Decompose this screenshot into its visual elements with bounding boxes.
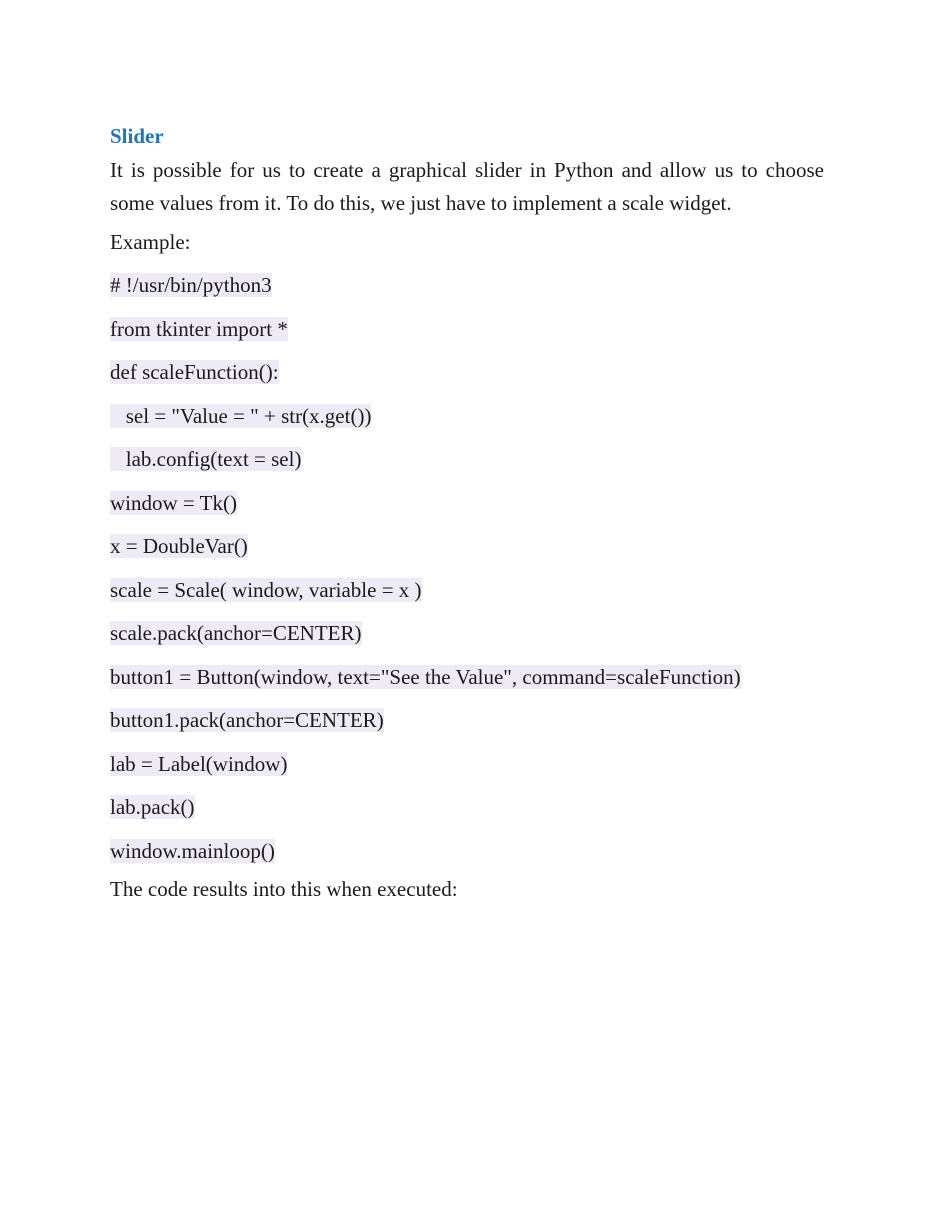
code-line: lab.pack() [110, 795, 195, 819]
code-line: # !/usr/bin/python3 [110, 273, 272, 297]
code-line: button1 = Button(window, text="See the Value", command=scaleFunction) [110, 664, 741, 689]
intro-paragraph: It is possible for us to create a graphical slider in Python and allow us to choose some values from it. To do this, we just have to implement a scale widget. [110, 158, 824, 215]
code-line: button1.pack(anchor=CENTER) [110, 708, 384, 732]
code-line: def scaleFunction(): [110, 360, 279, 384]
code-line: window = Tk() [110, 490, 237, 515]
document-page [110, 122, 824, 903]
example-label: Example: [110, 230, 191, 254]
code-line: lab.config(text = sel) [110, 447, 302, 471]
code-block [110, 271, 824, 880]
code-line: scale = Scale( window, variable = x ) [110, 577, 422, 602]
code-line: scale.pack(anchor=CENTER) [110, 621, 362, 645]
result-text: The code results into this when executed: [110, 877, 458, 901]
code-line: window.mainloop() [110, 838, 275, 863]
section-heading: Slider [110, 124, 164, 148]
code-line: from tkinter import * [110, 316, 288, 341]
code-line: lab = Label(window) [110, 751, 288, 776]
code-line: sel = "Value = " + str(x.get()) [110, 403, 372, 428]
code-line: x = DoubleVar() [110, 534, 248, 558]
